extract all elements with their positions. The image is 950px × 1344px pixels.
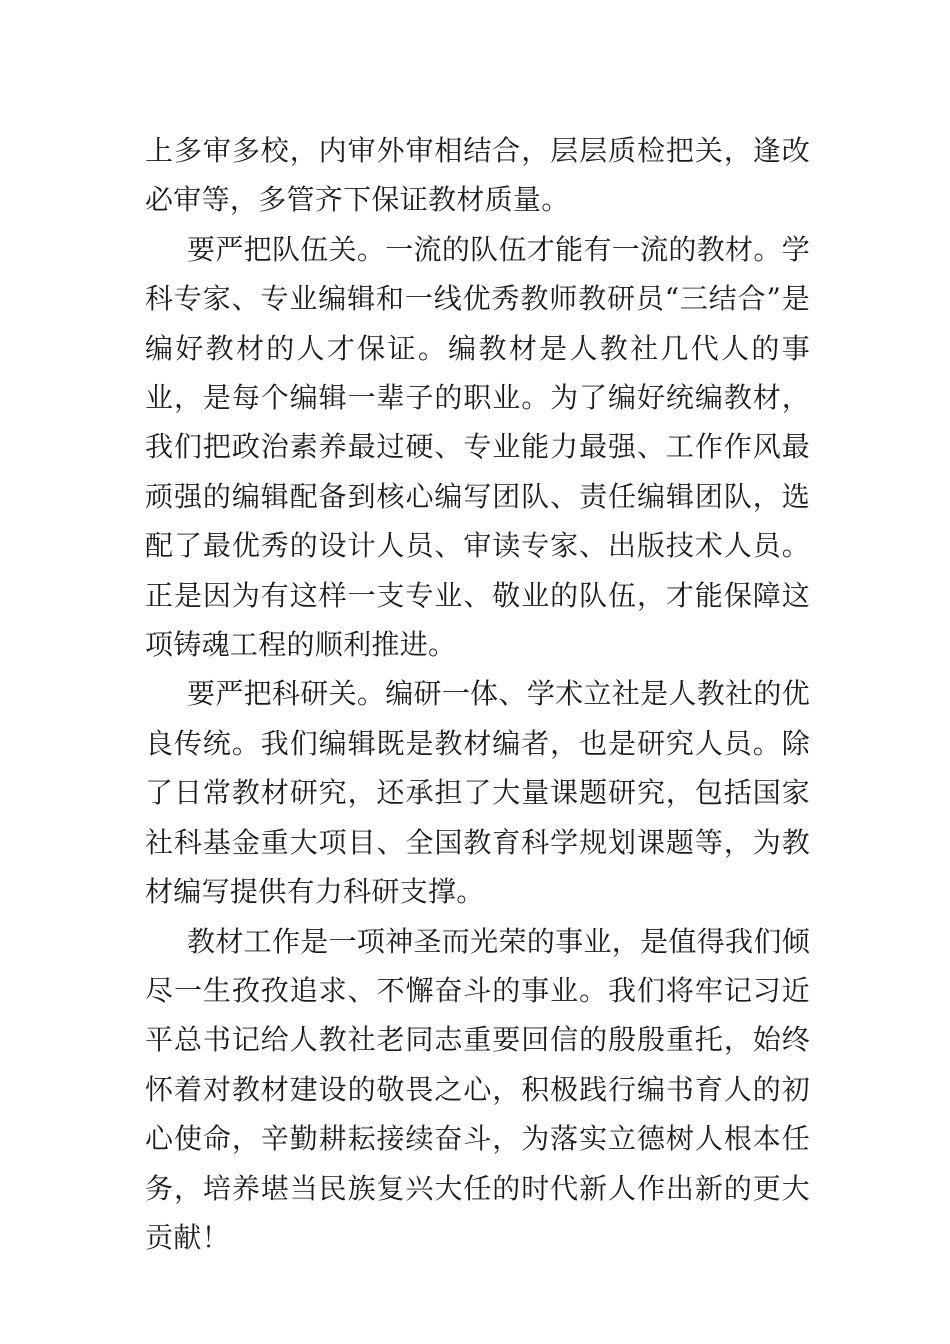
body-text bbox=[145, 126, 810, 1262]
paragraph-conclusion: 教材工作是一项神圣而光荣的事业，是值得我们倾尽一生孜孜追求、不懈奋斗的事业。我们将牢记习近平总书记给人教社老同志重要回信的殷殷重托，始终怀着对教材建设的敬畏之心，积极践行编书育人的初心使命，辛勤耕耘接续奋斗，为落实立德树人根本任务，培养堪当民族复兴大任的时代新人作出新的更大贡献！ bbox=[145, 924, 810, 1254]
paragraph-continuation: 上多审多校，内审外审相结合，层层质检把关，逢改必审等，多管齐下保证教材质量。 bbox=[145, 134, 810, 217]
paragraph-research: 要严把科研关。编研一体、学术立社是人教社的优良传统。我们编辑既是教材编者，也是研究人员。除了日常教材研究，还承担了大量课题研究，包括国家社科基金重大项目、全国教育科学规划课题等，为教材编写提供有力科研支撑。 bbox=[145, 677, 810, 909]
paragraph-team: 要严把队伍关。一流的队伍才能有一流的教材。学科专家、专业编辑和一线优秀教师教研员“三结合”是编好教材的人才保证。编教材是人教社几代人的事业，是每个编辑一辈子的职业。为了编好统编教材，我们把政治素养最过硬、专业能力最强、工作作风最顽强的编辑配备到核心编写团队、责任编辑团队，选配了最优秀的设计人员、审读专家、出版技术人员。正是因为有这样一支专业、敬业的队伍，才能保障这项铸魂工程的顺利推进。 bbox=[145, 232, 810, 662]
